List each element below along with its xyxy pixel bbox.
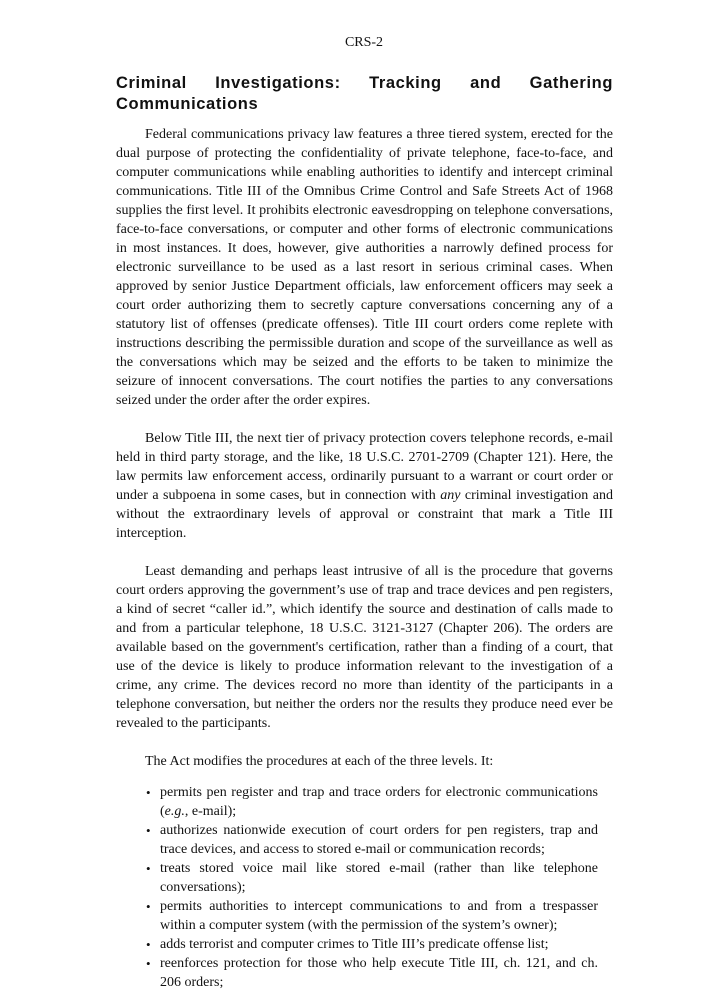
bullet-icon: • — [146, 899, 151, 914]
list-item — [146, 783, 598, 821]
list-item — [146, 954, 598, 992]
list-item-text: treats stored voice mail like stored e-mail (rather than like telephone conversations); — [160, 861, 598, 895]
bullet-icon: • — [146, 823, 151, 838]
modifications-list — [146, 783, 598, 992]
list-item-text: permits pen register and trap and trace orders for electronic communications ( — [160, 785, 598, 819]
bullet-icon: • — [146, 861, 151, 876]
list-item-text: , e-mail); — [184, 804, 237, 819]
body-text — [116, 125, 613, 992]
list-item-text: reenforces protection for those who help execute Title III, ch. 121, and ch. 206 orders; — [160, 956, 598, 990]
paragraph-tiered-system: Federal communications privacy law features a three tiered system, erected for the dual purpose of protecting the confidentiality of private telephone, face-to-face, and computer communications while enabling authorities to identify and intercept criminal communications. Title III of the Omnibus Crime Control and Safe Streets Act of 1968 supplies the first level. It prohibits electronic eavesdropping on telephone conversations, face-to-face conversations, or computer and other forms of electronic communications in most instances. It does, however, give authorities a narrowly defined process for electronic surveillance to be used as a last resort in serious criminal cases. When approved by senior Justice Department officials, law enforcement officers may seek a court order authorizing them to secretly capture conversations concerning any of a statutory list of offenses (predicate offenses). Title III court orders come replete with instructions describing the permissible duration and scope of the surveillance as well as the conversations which may be seized and the efforts to be taken to minimize the seizure of innocent conversations. The court notifies the parties to any conversations seized under the order after the order expires. — [116, 127, 613, 408]
list-item-text: adds terrorist and computer crimes to Title III’s predicate offense list; — [160, 937, 549, 952]
paragraph-text: Below Title III, the next tier of privacy protection covers telephone records, e-mail held in third party storage, and the like, 18 U.S.C. 2701-2709 (Chapter 121). Here, the law permits law enforcement access, ordinarily pursuant to a warrant or court order or under a subpoena in some cases, but in connection with — [116, 431, 613, 503]
bullet-icon: • — [146, 956, 151, 971]
bullet-icon: • — [146, 937, 151, 952]
list-intro: The Act modifies the procedures at each of the three levels. It: — [145, 754, 494, 769]
section-title: Criminal Investigations: Tracking and Gathering Communications — [116, 74, 613, 113]
page-header-label: CRS-2 — [344, 35, 384, 50]
paragraph-title-iii-tier — [116, 429, 613, 543]
emphasis-any: any — [440, 488, 461, 503]
list-item — [146, 935, 598, 954]
paragraph-text: criminal investigation and without the extraordinary levels of approval or constraint that mark a Title III interception. — [116, 488, 613, 541]
list-item-text: authorizes nationwide execution of court orders for pen registers, trap and trace devices, and access to stored e-mail or communication records; — [160, 823, 598, 857]
list-item-text: permits authorities to intercept communications to and from a trespasser within a computer system (with the permission of the system’s owner); — [160, 899, 598, 933]
list-item — [146, 859, 598, 897]
emphasis-eg: e.g. — [164, 804, 185, 819]
paragraph-trap-and-trace: Least demanding and perhaps least intrusive of all is the procedure that governs court orders approving the government’s use of trap and trace devices and pen registers, a kind of secret “caller id.”, which identify the source and destination of calls made to and from a particular telephone, 18 U.S.C. 3121-3127 (Chapter 206). The orders are available based on the government's certification, rather than a finding of a court, that use of the device is likely to produce information relevant to the investigation of a crime, any crime. The devices record no more than identity of the participants in a telephone conversation, but neither the orders nor the results they produce need ever be revealed to the participants. — [116, 564, 613, 731]
list-item — [146, 821, 598, 859]
list-item — [146, 897, 598, 935]
bullet-icon: • — [146, 785, 151, 800]
